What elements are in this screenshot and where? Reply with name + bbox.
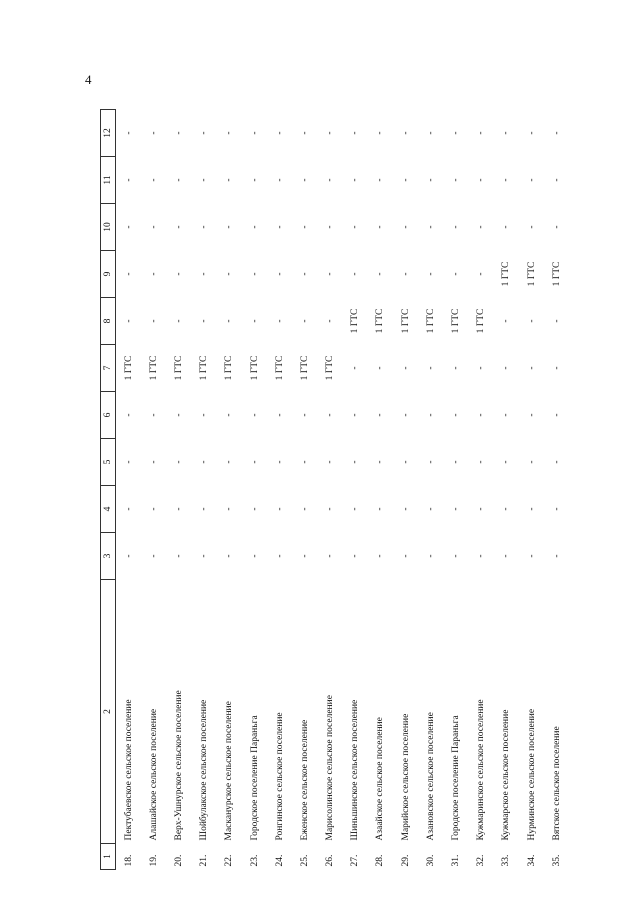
table-cell: - — [224, 225, 235, 229]
table-cell: - — [249, 460, 260, 464]
table-cell: 1 ГТС — [224, 355, 235, 381]
table-cell: - — [148, 131, 159, 135]
table-cell: - — [148, 178, 159, 182]
table-cell: - — [148, 319, 159, 323]
table-cell: - — [249, 554, 260, 558]
table-cell: - — [350, 460, 361, 464]
table-cell: 1 ГТС — [249, 355, 260, 381]
table-cell: - — [299, 507, 310, 511]
table-cell: - — [501, 366, 512, 370]
table-cell: - — [274, 460, 285, 464]
table-cell: - — [476, 225, 487, 229]
table-cell: - — [325, 131, 336, 135]
table-cell: - — [274, 554, 285, 558]
table-cell: - — [526, 366, 537, 370]
table-cell: - — [501, 319, 512, 323]
table-cell: - — [350, 272, 361, 276]
row-number: 29. — [400, 854, 411, 867]
table-cell: - — [148, 272, 159, 276]
table-cell: - — [526, 413, 537, 417]
table-cell: - — [224, 413, 235, 417]
table-row — [267, 110, 292, 870]
table-cell: - — [299, 460, 310, 464]
col-header: 2 — [101, 580, 116, 844]
table-cell: - — [400, 178, 411, 182]
table-cell: - — [199, 178, 210, 182]
table-cell: - — [551, 131, 562, 135]
table-cell: - — [451, 460, 462, 464]
settlement-name: Городское поселение Параньга — [249, 715, 260, 841]
table-cell: - — [123, 554, 134, 558]
row-number: 26. — [325, 854, 336, 867]
table-cell: - — [425, 131, 436, 135]
table-row — [469, 110, 494, 870]
table-cell: - — [375, 413, 386, 417]
table-cell: - — [350, 225, 361, 229]
row-number: 31. — [451, 854, 462, 867]
row-number: 24. — [274, 854, 285, 867]
table-cell: 1 ГТС — [476, 308, 487, 334]
table-cell: 1 ГТС — [451, 308, 462, 334]
table-cell: - — [476, 460, 487, 464]
table-cell: - — [274, 507, 285, 511]
settlement-name: Шойбулакское сельское поселение — [199, 699, 210, 841]
table-row — [393, 110, 418, 870]
table-cell: - — [425, 178, 436, 182]
table-cell: - — [173, 319, 184, 323]
table-cell: - — [400, 272, 411, 276]
table-cell: - — [425, 554, 436, 558]
table-cell: - — [274, 272, 285, 276]
table-row — [343, 110, 368, 870]
row-number: 23. — [249, 854, 260, 867]
table-cell: - — [325, 554, 336, 558]
settlement-name: Пектубаевское сельское поселение — [123, 699, 134, 841]
table-cell: - — [501, 178, 512, 182]
table-cell: - — [375, 178, 386, 182]
table-cell: - — [224, 460, 235, 464]
table-cell: - — [274, 178, 285, 182]
table-cell: - — [400, 366, 411, 370]
col-header: 4 — [101, 486, 116, 533]
settlement-name: Кужмаринское сельское поселение — [476, 699, 487, 841]
table-cell: - — [451, 554, 462, 558]
settlement-name: Маскануpское сельское поселение — [224, 701, 235, 841]
table-cell: - — [451, 131, 462, 135]
settlement-name: Городское поселение Параньга — [451, 715, 462, 841]
settlement-name: Вятское сельское поселение — [551, 726, 562, 841]
table-cell: - — [199, 507, 210, 511]
header-row — [101, 110, 116, 870]
table-cell: - — [425, 272, 436, 276]
table-cell: - — [375, 131, 386, 135]
col-header: 9 — [101, 251, 116, 298]
settlement-name: Кужмарское сельское поселение — [501, 709, 512, 841]
table-cell: - — [123, 225, 134, 229]
table-cell: 1 ГТС — [325, 355, 336, 381]
table-cell: - — [400, 413, 411, 417]
table-cell: - — [199, 554, 210, 558]
table-cell: - — [325, 319, 336, 323]
table-cell: - — [425, 507, 436, 511]
table-cell: 1 ГТС — [400, 308, 411, 334]
settlement-name: Ронгинское сельское поселение — [274, 712, 285, 841]
row-number: 32. — [476, 854, 487, 867]
table-cell: - — [526, 131, 537, 135]
col-header: 3 — [101, 533, 116, 580]
table-cell: - — [451, 225, 462, 229]
table-cell: - — [173, 554, 184, 558]
table-cell: - — [526, 554, 537, 558]
table-cell: - — [123, 460, 134, 464]
table-cell: - — [299, 178, 310, 182]
table-cell: - — [551, 178, 562, 182]
table-cell: - — [249, 225, 260, 229]
table-cell: - — [451, 366, 462, 370]
table-cell: - — [350, 178, 361, 182]
table-row — [443, 110, 468, 870]
table-cell: - — [249, 319, 260, 323]
row-number: 27. — [350, 854, 361, 867]
table-cell: - — [299, 554, 310, 558]
table-cell: - — [123, 178, 134, 182]
rotated-table — [100, 110, 580, 870]
table-cell: - — [425, 460, 436, 464]
table-cell: - — [224, 319, 235, 323]
table-row — [318, 110, 343, 870]
table-row — [242, 110, 267, 870]
settlement-name: Марийское сельское поселение — [400, 713, 411, 841]
table-cell: - — [148, 507, 159, 511]
table-cell: - — [274, 319, 285, 323]
table-cell: - — [224, 272, 235, 276]
row-number: 28. — [375, 854, 386, 867]
table-cell: - — [375, 460, 386, 464]
settlement-name: Марисолинское сельское поселение — [325, 695, 336, 841]
table-cell: - — [173, 460, 184, 464]
table-cell: - — [123, 131, 134, 135]
table-cell: - — [476, 366, 487, 370]
table-cell: 1 ГТС — [299, 355, 310, 381]
table-cell: - — [173, 272, 184, 276]
row-number: 33. — [501, 854, 512, 867]
table-cell: - — [249, 507, 260, 511]
table-cell: - — [350, 554, 361, 558]
table-cell: - — [325, 272, 336, 276]
table-cell: - — [199, 413, 210, 417]
table-cell: - — [123, 272, 134, 276]
table-cell: - — [224, 507, 235, 511]
table-cell: - — [501, 554, 512, 558]
row-number: 34. — [526, 854, 537, 867]
settlement-name: Верх-Ушнурское сельское поселение — [173, 690, 184, 841]
table-cell: - — [173, 178, 184, 182]
table-cell: - — [451, 413, 462, 417]
table-cell: 1 ГТС — [375, 308, 386, 334]
table-cell: - — [551, 366, 562, 370]
table-cell: - — [199, 225, 210, 229]
table-row — [292, 110, 317, 870]
col-header: 12 — [101, 110, 116, 157]
table-cell: - — [299, 413, 310, 417]
table-cell: - — [476, 413, 487, 417]
table-cell: - — [526, 460, 537, 464]
table-cell: - — [400, 554, 411, 558]
page-number: 4 — [85, 72, 92, 87]
table-cell: - — [199, 460, 210, 464]
table-cell: - — [400, 225, 411, 229]
table-cell: - — [551, 554, 562, 558]
table-cell: - — [375, 507, 386, 511]
table-cell: - — [350, 507, 361, 511]
row-number: 35. — [551, 854, 562, 867]
table-cell: - — [325, 413, 336, 417]
table-cell: 1 ГТС — [551, 261, 562, 287]
table-cell: - — [375, 225, 386, 229]
table-cell: - — [425, 366, 436, 370]
row-number: 30. — [425, 854, 436, 867]
table-cell: - — [501, 413, 512, 417]
table-cell: - — [476, 131, 487, 135]
table-row — [217, 110, 242, 870]
table-row — [544, 110, 569, 870]
settlement-name: Алашайское сельское поселение — [148, 708, 159, 841]
settlement-name: Еженское сельское поселение — [299, 719, 310, 841]
table-row — [519, 110, 544, 870]
table-cell: - — [501, 225, 512, 229]
settlement-name: Шиньшинское сельское поселение — [350, 699, 361, 841]
col-header: 5 — [101, 439, 116, 486]
table-cell: - — [526, 319, 537, 323]
table-cell: - — [375, 366, 386, 370]
table-cell: - — [375, 554, 386, 558]
table-cell: 1 ГТС — [501, 261, 512, 287]
table-cell: 1 ГТС — [123, 355, 134, 381]
row-number: 25. — [299, 854, 310, 867]
table-cell: - — [299, 131, 310, 135]
col-header: 1 — [101, 844, 116, 870]
table-cell: - — [551, 319, 562, 323]
table-cell: 1 ГТС — [173, 355, 184, 381]
table-cell: - — [249, 178, 260, 182]
settlement-name: Нурминское сельское поселение — [526, 708, 537, 841]
table-cell: - — [501, 460, 512, 464]
table-cell: 1 ГТС — [274, 355, 285, 381]
col-header: 11 — [101, 157, 116, 204]
table-row — [494, 110, 519, 870]
table-cell: - — [551, 225, 562, 229]
table-cell: - — [123, 413, 134, 417]
table-row — [192, 110, 217, 870]
table-cell: - — [425, 413, 436, 417]
table-cell: 1 ГТС — [350, 308, 361, 334]
table-cell: - — [375, 272, 386, 276]
table-cell: - — [173, 131, 184, 135]
table-body — [116, 110, 570, 870]
table-cell: 1 ГТС — [526, 261, 537, 287]
table-cell: - — [173, 225, 184, 229]
table-cell: - — [526, 507, 537, 511]
table-cell: - — [501, 507, 512, 511]
table-cell: - — [199, 131, 210, 135]
table-cell: - — [350, 131, 361, 135]
table-cell: - — [400, 507, 411, 511]
table-cell: - — [148, 460, 159, 464]
table-cell: - — [476, 272, 487, 276]
table-cell: - — [526, 225, 537, 229]
table-row — [116, 110, 142, 870]
table-cell: - — [400, 131, 411, 135]
table-cell: - — [476, 507, 487, 511]
table-cell: - — [425, 225, 436, 229]
table-cell: - — [299, 272, 310, 276]
table-cell: - — [299, 319, 310, 323]
table-cell: - — [224, 131, 235, 135]
table-cell: - — [224, 178, 235, 182]
table-cell: - — [148, 554, 159, 558]
settlements-table — [100, 109, 569, 870]
table-cell: - — [551, 460, 562, 464]
settlement-name: Азаайское сельское поселение — [375, 717, 386, 841]
table-cell: - — [551, 413, 562, 417]
table-cell: - — [199, 319, 210, 323]
table-cell: 1 ГТС — [148, 355, 159, 381]
table-cell: - — [274, 131, 285, 135]
table-cell: - — [173, 413, 184, 417]
table-cell: - — [325, 507, 336, 511]
table-row — [368, 110, 393, 870]
col-header: 7 — [101, 345, 116, 392]
table-cell: - — [476, 178, 487, 182]
table-cell: - — [249, 272, 260, 276]
table-cell: 1 ГТС — [199, 355, 210, 381]
table-cell: - — [173, 507, 184, 511]
row-number: 20. — [173, 854, 184, 867]
table-cell: - — [350, 366, 361, 370]
row-number: 19. — [148, 854, 159, 867]
table-cell: - — [274, 413, 285, 417]
table-cell: - — [274, 225, 285, 229]
table-cell: - — [224, 554, 235, 558]
table-cell: - — [451, 507, 462, 511]
table-cell: - — [325, 178, 336, 182]
table-cell: - — [451, 178, 462, 182]
table-cell: - — [123, 507, 134, 511]
row-number: 21. — [199, 854, 210, 867]
table-cell: - — [526, 178, 537, 182]
table-cell: - — [249, 131, 260, 135]
table-cell: - — [123, 319, 134, 323]
col-header: 10 — [101, 204, 116, 251]
table-row — [418, 110, 443, 870]
col-header: 8 — [101, 298, 116, 345]
table-row — [141, 110, 166, 870]
table-cell: - — [148, 225, 159, 229]
table-cell: - — [451, 272, 462, 276]
table-cell: - — [199, 272, 210, 276]
table-cell: - — [476, 554, 487, 558]
table-cell: - — [501, 131, 512, 135]
table-cell: - — [325, 225, 336, 229]
table-cell: - — [325, 460, 336, 464]
table-cell: - — [400, 460, 411, 464]
row-number: 18. — [123, 854, 134, 867]
table-cell: - — [551, 507, 562, 511]
row-number: 22. — [224, 854, 235, 867]
table-row — [166, 110, 191, 870]
settlement-name: Азановское сельское поселение — [425, 712, 436, 841]
table-cell: - — [148, 413, 159, 417]
table-cell: - — [249, 413, 260, 417]
col-header: 6 — [101, 392, 116, 439]
table-cell: - — [350, 413, 361, 417]
table-cell: 1 ГТС — [425, 308, 436, 334]
table-cell: - — [299, 225, 310, 229]
